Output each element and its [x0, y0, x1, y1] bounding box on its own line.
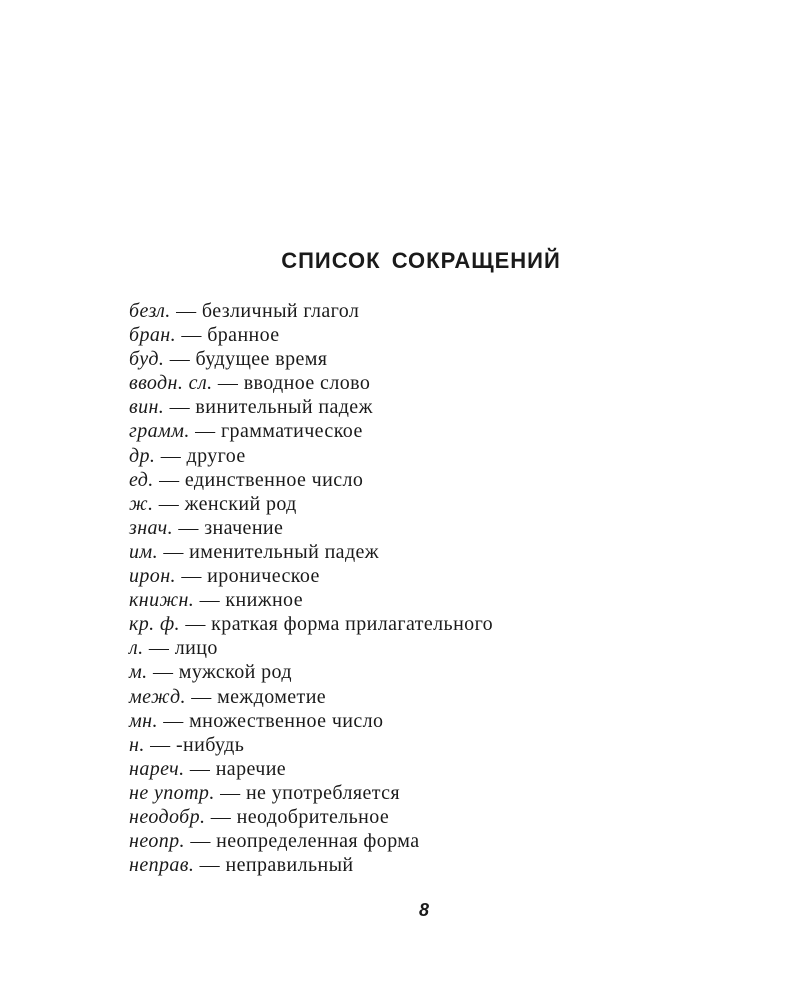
- abbreviation: вин.: [129, 396, 165, 419]
- separator: —: [144, 733, 176, 756]
- separator: —: [153, 492, 185, 515]
- meaning: другое: [186, 444, 246, 467]
- separator: —: [212, 372, 244, 395]
- meaning: грамматическое: [220, 420, 363, 443]
- abbreviation: книжн.: [129, 589, 195, 612]
- separator: —: [194, 854, 226, 877]
- separator: —: [164, 348, 196, 371]
- list-item: [129, 323, 493, 347]
- abbreviation: др.: [129, 444, 156, 467]
- separator: —: [143, 637, 175, 660]
- list-item: [129, 757, 493, 781]
- abbreviation: неопр.: [129, 830, 185, 853]
- list-item: [129, 685, 493, 709]
- abbreviation: вводн. сл.: [129, 372, 213, 395]
- abbreviation: нареч.: [129, 757, 185, 780]
- separator: —: [173, 516, 205, 539]
- page-title: СПИСОК СОКРАЩЕНИЙ: [281, 248, 561, 273]
- list-item: [129, 395, 493, 419]
- separator: —: [189, 420, 221, 443]
- list-item: [129, 540, 493, 564]
- list-item: [129, 853, 493, 877]
- separator: —: [153, 468, 185, 491]
- abbreviation: мн.: [129, 709, 158, 732]
- list-item: [129, 733, 493, 757]
- separator: —: [194, 589, 226, 612]
- abbreviation: неодобр.: [129, 805, 206, 828]
- separator: —: [184, 757, 216, 780]
- meaning: наречие: [215, 757, 287, 780]
- list-item: [129, 492, 493, 516]
- list-item: [129, 660, 493, 684]
- abbreviation: не употр.: [129, 781, 215, 804]
- separator: —: [164, 396, 196, 419]
- list-item: [129, 371, 493, 395]
- abbreviation: л.: [129, 637, 144, 660]
- separator: —: [157, 540, 190, 563]
- abbreviation: им.: [129, 540, 158, 563]
- meaning: множественное число: [189, 709, 384, 732]
- abbreviation: м.: [129, 661, 148, 684]
- list-item: [129, 588, 493, 612]
- separator: —: [147, 661, 179, 684]
- meaning: винительный падеж: [195, 396, 373, 419]
- separator: —: [184, 830, 217, 853]
- abbreviation: бран.: [129, 324, 176, 347]
- list-item: [129, 516, 493, 540]
- list-item: [129, 299, 493, 323]
- meaning: междометие: [217, 685, 327, 708]
- abbreviation: безл.: [129, 300, 171, 322]
- meaning: неодобрительное: [236, 805, 390, 828]
- separator: —: [179, 613, 212, 636]
- abbreviation: ж.: [129, 492, 154, 515]
- separator: —: [205, 805, 237, 828]
- meaning: бранное: [207, 324, 280, 347]
- list-item: [129, 468, 493, 492]
- abbreviation: ирон.: [129, 565, 176, 588]
- list-item: [129, 564, 493, 588]
- meaning: вводное слово: [243, 372, 371, 395]
- separator: —: [185, 685, 218, 708]
- abbreviation: межд.: [129, 685, 186, 708]
- separator: —: [175, 565, 208, 588]
- meaning: не употребляется: [245, 781, 401, 804]
- abbreviation: грамм.: [129, 420, 190, 443]
- meaning: -нибудь: [175, 733, 245, 756]
- meaning: безличный глагол: [201, 300, 360, 322]
- meaning: будущее время: [195, 348, 328, 371]
- separator: —: [155, 444, 187, 467]
- meaning: неправильный: [225, 854, 354, 877]
- separator: —: [170, 300, 202, 322]
- meaning: именительный падеж: [189, 540, 380, 563]
- meaning: ироническое: [207, 565, 320, 588]
- meaning: неопределенная форма: [216, 830, 420, 853]
- separator: —: [214, 781, 246, 804]
- meaning: мужской род: [178, 661, 292, 684]
- meaning: краткая форма прилагательного: [211, 613, 494, 636]
- list-item: [129, 829, 493, 853]
- list-item: [129, 612, 493, 636]
- list-item: [129, 419, 493, 443]
- list-item: [129, 444, 493, 468]
- meaning: женский род: [184, 492, 297, 515]
- abbreviation-list: [129, 299, 493, 877]
- abbreviation: н.: [129, 733, 145, 756]
- page-number: 8: [418, 900, 429, 920]
- meaning: значение: [204, 516, 284, 539]
- meaning: лицо: [174, 637, 218, 660]
- separator: —: [157, 709, 190, 732]
- meaning: книжное: [225, 589, 303, 612]
- meaning: единственное число: [184, 468, 364, 491]
- abbreviation: знач.: [129, 516, 174, 539]
- abbreviation: ед.: [129, 468, 154, 491]
- list-item: [129, 805, 493, 829]
- list-item: [129, 347, 493, 371]
- abbreviation: буд.: [129, 348, 165, 371]
- abbreviation: неправ.: [129, 854, 195, 877]
- list-item: [129, 709, 493, 733]
- list-item: [129, 781, 493, 805]
- list-item: [129, 636, 493, 660]
- abbreviation: кр. ф.: [129, 613, 180, 636]
- separator: —: [175, 324, 208, 347]
